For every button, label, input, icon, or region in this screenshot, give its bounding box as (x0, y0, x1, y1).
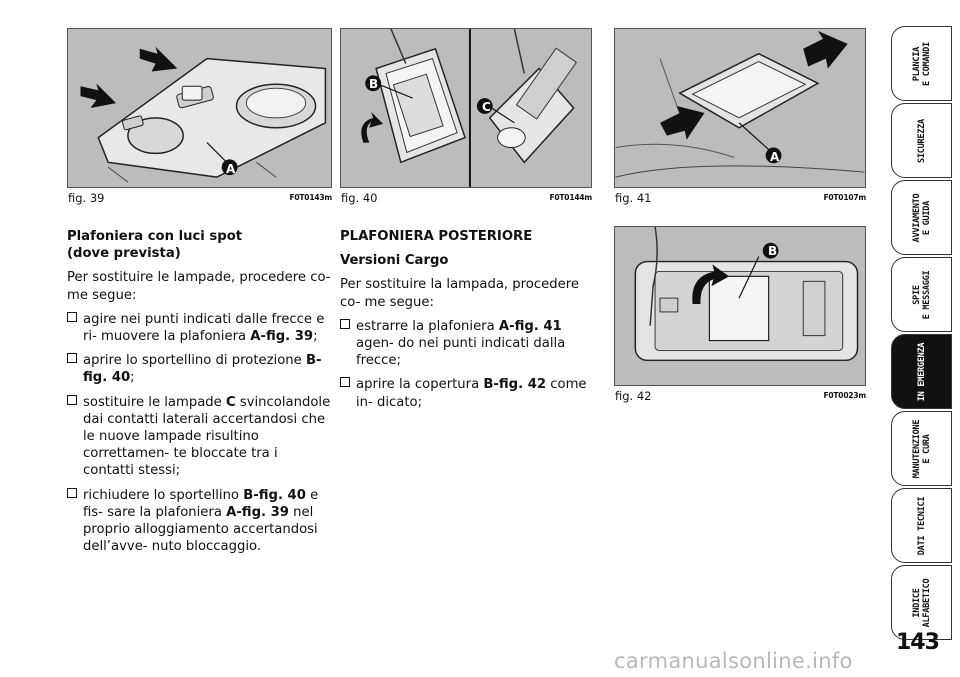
fig-39-caption: fig. 39 (68, 191, 105, 205)
checkbox-bullet-icon (67, 488, 77, 498)
tab-sicurezza[interactable]: SICUREZZA (891, 103, 952, 178)
left-step-3: sostituire le lampade C svincolandole dai contatti laterali accertandosi che le nuove lampade risultino correttamen- te bloccate tra i contatti stessi; (67, 394, 332, 480)
checkbox-bullet-icon (340, 377, 350, 387)
section-title: PLAFONIERA POSTERIORE (340, 229, 533, 244)
figure-42 (614, 226, 866, 386)
figure-41 (614, 28, 866, 188)
page-number: 143 (896, 630, 939, 655)
ceiling-light-open-illustration (341, 29, 591, 187)
spot-light-heading: Plafoniera con luci spot (67, 229, 243, 244)
tab-spie-e-messaggi[interactable]: SPIE E MESSAGGI (891, 257, 952, 332)
middle-step-2: aprire la copertura B-fig. 42 come in- dicato; (340, 376, 592, 410)
rear-ceiling-light-illustration (615, 29, 865, 187)
tab-avviamento-e-guida[interactable]: AVVIAMENTO E GUIDA (891, 180, 952, 255)
left-column (67, 228, 332, 562)
left-step-1: agire nei punti indicati dalle frecce e ri- muovere la plafoniera A-fig. 39; (67, 311, 332, 345)
fig-41-caption: fig. 41 (615, 191, 652, 205)
tab-plancia-e-comandi[interactable]: PLANCIA E COMANDI (891, 26, 952, 101)
label-a-fig41: A (770, 150, 780, 164)
label-b-fig40: B (369, 77, 379, 91)
tab-manutenzione-e-cura[interactable]: MANUTENZIONE E CURA (891, 411, 952, 486)
middle-column (340, 228, 592, 418)
watermark: carmanualsonline.info (614, 649, 853, 673)
rear-light-cover-illustration (615, 227, 865, 385)
fig-40-caption: fig. 40 (341, 191, 378, 205)
middle-step-1: estrarre la plafoniera A-fig. 41 agen- do nei punti indicati dalla frecce; (340, 318, 592, 370)
left-step-4: richiudere lo sportellino B-fig. 40 e fis- sare la plafoniera A-fig. 39 nel proprio alloggiamento accertandosi dell’avve- nuto bloccaggio. (67, 487, 332, 556)
tab-dati-tecnici[interactable]: DATI TECNICI (891, 488, 952, 563)
fig-40-code: F0T0144m (549, 193, 592, 202)
checkbox-bullet-icon (67, 395, 77, 405)
fig-39-code: F0T0143m (289, 193, 332, 202)
tab-indice-alfabetico[interactable]: INDICE ALFABETICO (891, 565, 952, 640)
figure-40 (340, 28, 592, 188)
ceiling-light-spot-illustration (68, 29, 331, 187)
middle-intro: Per sostituire la lampada, procedere co- me segue: (340, 277, 579, 310)
fig-42-code: F0T0023m (823, 391, 866, 400)
left-step-2: aprire lo sportellino di protezione B-fig. 40; (67, 352, 332, 386)
tab-in-emergenza[interactable]: IN EMERGENZA (891, 334, 952, 409)
checkbox-bullet-icon (340, 319, 350, 329)
section-subtitle: Versioni Cargo (340, 253, 449, 269)
fig-42-caption: fig. 42 (615, 389, 652, 403)
fig-41-code: F0T0107m (823, 193, 866, 202)
label-c-fig40: C (482, 100, 491, 114)
label-a-fig39: A (226, 162, 236, 176)
figure-39 (67, 28, 332, 188)
label-b-fig42: B (768, 244, 778, 258)
checkbox-bullet-icon (67, 312, 77, 322)
checkbox-bullet-icon (67, 353, 77, 363)
spot-light-subheading: (dove prevista) (67, 246, 181, 262)
left-intro: Per sostituire le lampade, procedere co- me segue: (67, 270, 331, 303)
